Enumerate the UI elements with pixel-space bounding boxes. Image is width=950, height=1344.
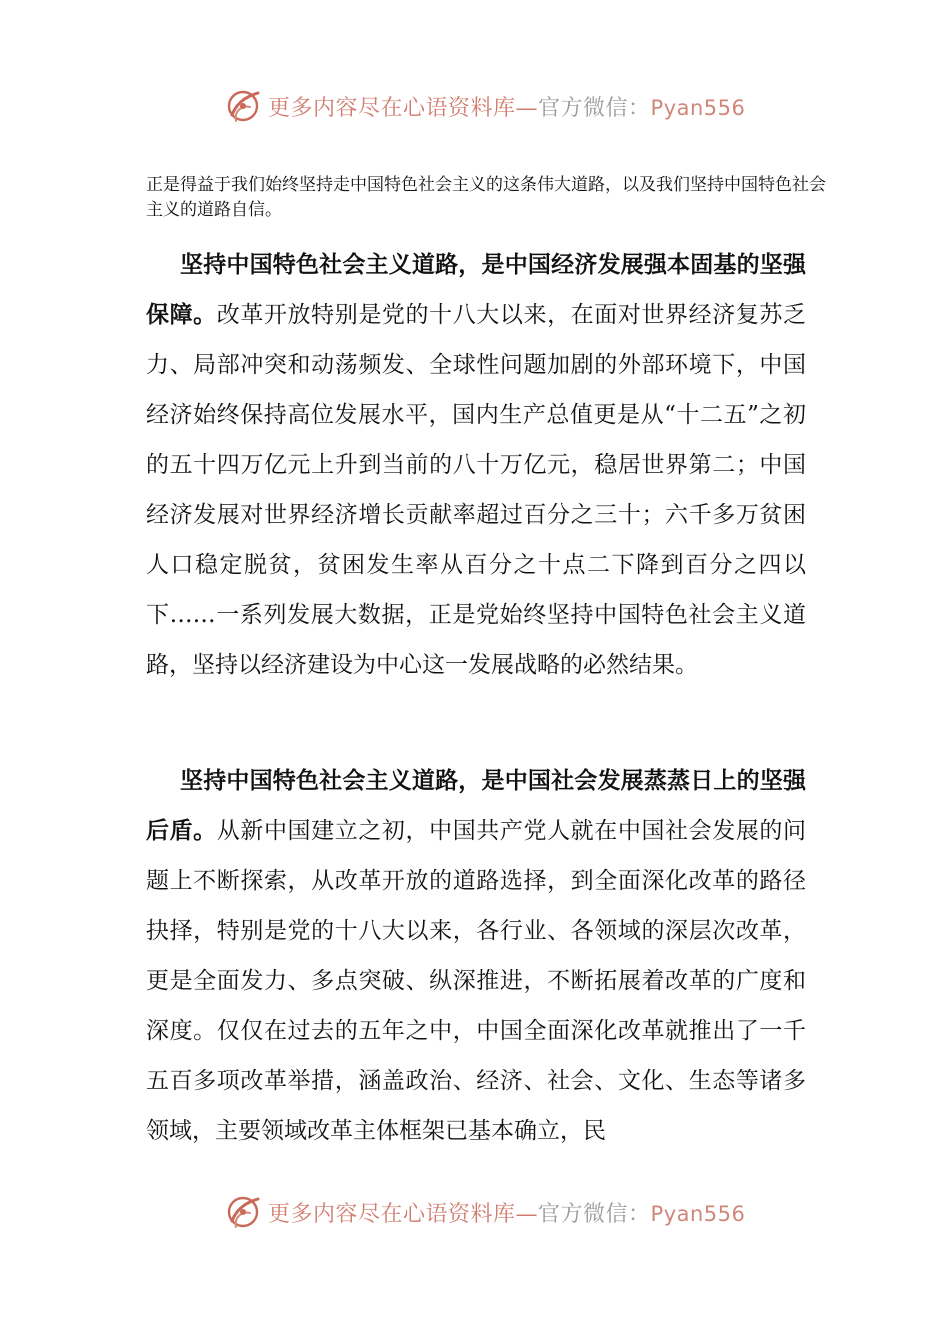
banner-site-text: 更多内容尽在心语资料库 (268, 95, 516, 121)
banner-text (268, 91, 745, 122)
banner-separator: — (515, 1201, 539, 1227)
swirl-logo-icon (222, 85, 264, 127)
banner-separator: — (515, 95, 539, 121)
footer-watermark-banner (222, 1186, 745, 1238)
banner-text (268, 1197, 745, 1228)
paragraph-body: 改革开放特别是党的十八大以来，在面对世界经济复苏乏力、局部冲突和动荡频发、全球性问题加剧的外部环境下，中国经济始终保持高位发展水平，国内生产总值更是从“十二五”之初的五十四万亿元上升到当前的八十万亿元，稳居世界第二；中国经济发展对世界经济增长贡献率超过百分之三十；六千多万贫困人口稳定脱贫，贫困发生率从百分之十点二下降到百分之四以下……一系列发展大数据，正是党始终坚持中国特色社会主义道路，坚持以经济建设为中心这一发展战略的必然结果。 (146, 302, 807, 678)
paragraph-heading: 坚持中国特色社会主义道路，是中国社会发展蒸蒸日上的坚强后盾。 (146, 768, 806, 844)
intro-paragraph: 正是得益于我们始终坚持走中国特色社会主义的这条伟大道路，以及我们坚持中国特色社会主义的道路自信。 (146, 175, 826, 220)
header-watermark-banner (222, 80, 745, 132)
body-paragraph-society (146, 756, 806, 1156)
banner-wechat-label: 官方微信： (538, 1201, 651, 1227)
body-paragraph-economy (146, 240, 806, 690)
banner-wechat-label: 官方微信： (538, 95, 651, 121)
banner-wechat-id: Pyan556 (650, 1201, 746, 1226)
paragraph-heading: 坚持中国特色社会主义道路，是中国经济发展强本固基的坚强保障。 (146, 252, 806, 328)
banner-wechat-id: Pyan556 (650, 95, 746, 120)
swirl-logo-icon (222, 1191, 264, 1233)
paragraph-body: 从新中国建立之初，中国共产党人就在中国社会发展的问题上不断探索，从改革开放的道路选择，到全面深化改革的路径抉择，特别是党的十八大以来，各行业、各领域的深层次改革，更是全面发力、多点突破、纵深推进，不断拓展着改革的广度和深度。仅仅在过去的五年之中，中国全面深化改革就推出了一千五百多项改革举措，涵盖政治、经济、社会、文化、生态等诸多领域，主要领域改革主体框架已基本确立，民 (146, 818, 807, 1144)
banner-site-text: 更多内容尽在心语资料库 (268, 1201, 516, 1227)
